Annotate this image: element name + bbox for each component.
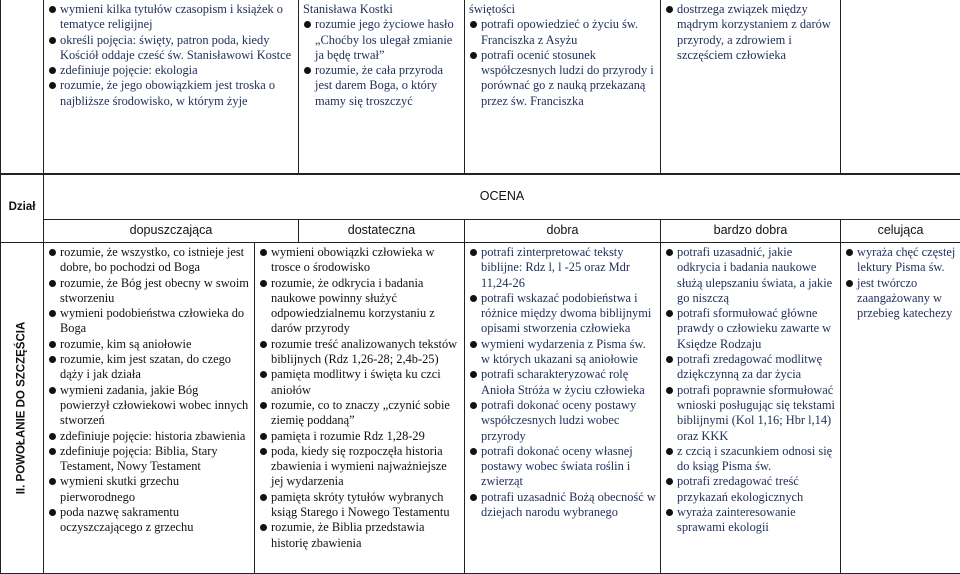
requirement-list xyxy=(469,2,656,109)
requirement-list xyxy=(845,245,956,321)
list-item: potrafi sformułować główne prawdy o człowieku zawarte w Księdze Rodzaju xyxy=(665,306,836,352)
list-item: potrafi poprawnie sformułować wnioski posługując się tekstami biblijnymi (Kol 1,16; Hbr l,14) oraz KKK xyxy=(665,383,836,444)
list-item: potrafi uzasadnić, jakie odkrycia i badania naukowe służą ulepszaniu świata, a jakie go niszczą xyxy=(665,245,836,306)
list-item: rozumie jego życiowe hasło „Choćby los ulegał zmianie ja będę trwał” xyxy=(303,17,460,63)
list-item: rozumie, kim są aniołowie xyxy=(48,337,250,352)
list-item: wymieni skutki grzechu pierworodnego xyxy=(48,474,250,505)
list-item: wymieni wydarzenia z Pisma św. w których ukazani są aniołowie xyxy=(469,337,656,368)
list-item: określi pojęcia: święty, patron poda, kiedy Kościół oddaje cześć św. Stanisławowi Kostce xyxy=(48,33,294,64)
requirement-list xyxy=(665,245,836,536)
list-item: potrafi ocenić stosunek współczesnych ludzi do przyrody i porównać go z nauką przekazaną przez św. Franciszka xyxy=(469,48,656,109)
list-item: poda nazwę sakramentu oczyszczającego z grzechu xyxy=(48,505,250,536)
list-item: pamięta skróty tytułów wybranych ksiąg Starego i Nowego Testamentu xyxy=(259,490,460,521)
list-item: poda, kiedy się rozpoczęła historia zbawienia i wymieni najważniejsze jej wydarzenia xyxy=(259,444,460,490)
grade-bardzo-dobra: bardzo dobra xyxy=(661,220,841,243)
top-celujaca-cell xyxy=(841,0,960,175)
top-dobra-cell xyxy=(465,0,661,175)
requirement-list xyxy=(259,245,460,551)
list-item: potrafi dokonać oceny własnej postawy wobec świata roślin i zwierząt xyxy=(469,444,656,490)
list-item: wymieni zadania, jakie Bóg powierzył człowiekowi wobec innych stworzeń xyxy=(48,383,250,429)
list-item: potrafi scharakteryzować rolę Anioła Stróża w życiu człowieka xyxy=(469,367,656,398)
top-dostateczna-cell xyxy=(299,0,465,175)
list-item: wymieni podobieństwa człowieka do Boga xyxy=(48,306,250,337)
list-item: potrafi zredagować modlitwę dziękczynną za dar życia xyxy=(665,352,836,383)
list-item: rozumie, kim jest szatan, do czego dąży i jak działa xyxy=(48,352,250,383)
grade-header-table xyxy=(0,173,960,243)
bardzo-dobra-cell xyxy=(661,243,841,574)
grade-dobra: dobra xyxy=(465,220,661,243)
list-item: wymieni kilka tytułów czasopism i książek o tematyce religijnej xyxy=(48,2,294,33)
list-item: rozumie treść analizowanych tekstów biblijnych (Rdz 1,26-28; 2,4b-25) xyxy=(259,337,460,368)
dzial-header: Dział xyxy=(1,174,44,243)
list-item: rozumie, co to znaczy „czynić sobie ziemię poddaną” xyxy=(259,398,460,429)
list-item: potrafi wskazać podobieństwa i różnice między dwoma biblijnymi opisami stworzenia człowieka xyxy=(469,291,656,337)
grade-dostateczna: dostateczna xyxy=(299,220,465,243)
top-dopuszczajaca-cell xyxy=(44,0,299,175)
list-item: rozumie, że odkrycia i badania naukowe powinny służyć odpowiedzialnemu korzystaniu z darów przyrody xyxy=(259,276,460,337)
dostateczna-cell xyxy=(255,243,465,574)
grade-dopuszczajaca: dopuszczająca xyxy=(44,220,299,243)
list-item: jest twórczo zaangażowany w przebieg katechezy xyxy=(845,276,956,322)
section-title: II. POWOŁANIE DO SZCZĘŚCIA xyxy=(14,322,29,495)
list-item: rozumie, że jego obowiązkiem jest troska o najbliższe środowisko, w którym żyje xyxy=(48,78,294,109)
list-item: rozumie, że wszystko, co istnieje jest dobre, bo pochodzi od Boga xyxy=(48,245,250,276)
list-item: dostrzega związek między mądrym korzystaniem z darów przyrody, a zdrowiem i szczęściem człowieka xyxy=(665,2,836,63)
list-item: rozumie, że Biblia przedstawia historię zbawienia xyxy=(259,520,460,551)
requirement-list xyxy=(48,2,294,109)
list-item: zdefiniuje pojęcia: Biblia, Stary Testament, Nowy Testament xyxy=(48,444,250,475)
dopuszczajaca-cell xyxy=(44,243,255,574)
list-item: świętości xyxy=(469,2,656,17)
list-item: wymieni obowiązki człowieka w trosce o środowisko xyxy=(259,245,460,276)
list-item: wyraża chęć częstej lektury Pisma św. xyxy=(845,245,956,276)
grade-celujaca: celująca xyxy=(841,220,960,243)
list-item: zdefiniuje pojęcie: historia zbawienia xyxy=(48,429,250,444)
requirement-list xyxy=(48,245,250,536)
dobra-cell xyxy=(465,243,661,574)
list-item: potrafi opowiedzieć o życiu św. Franciszka z Asyżu xyxy=(469,17,656,48)
section-cell xyxy=(1,243,44,574)
ocena-header: OCENA xyxy=(44,174,960,220)
top-section-cell xyxy=(1,0,44,175)
top-row-table xyxy=(0,0,960,175)
top-bardzo-dobra-cell xyxy=(661,0,841,175)
list-item: z czcią i szacunkiem odnosi się do ksiąg Pisma św. xyxy=(665,444,836,475)
list-item: potrafi zinterpretować teksty biblijne: Rdz l, l -25 oraz Mdr 11,24-26 xyxy=(469,245,656,291)
list-item: potrafi zredagować treść przykazań ekologicznych xyxy=(665,474,836,505)
requirement-list xyxy=(469,245,656,520)
list-item: zdefiniuje pojęcie: ekologia xyxy=(48,63,294,78)
list-item: wyraża zainteresowanie sprawami ekologii xyxy=(665,505,836,536)
list-item: pamięta i rozumie Rdz 1,28-29 xyxy=(259,429,460,444)
main-requirements-table xyxy=(0,242,960,574)
list-item: pamięta modlitwy i święta ku czci aniołów xyxy=(259,367,460,398)
list-item: Stanisława Kostki xyxy=(303,2,460,17)
celujaca-cell xyxy=(841,243,960,574)
list-item: potrafi dokonać oceny postawy współczesnych ludzi wobec przyrody xyxy=(469,398,656,444)
list-item: rozumie, że cała przyroda jest darem Boga, o który mamy się troszczyć xyxy=(303,63,460,109)
requirement-list xyxy=(303,2,460,109)
list-item: rozumie, że Bóg jest obecny w swoim stworzeniu xyxy=(48,276,250,307)
list-item: potrafi uzasadnić Bożą obecność w dziejach narodu wybranego xyxy=(469,490,656,521)
requirement-list xyxy=(665,2,836,63)
